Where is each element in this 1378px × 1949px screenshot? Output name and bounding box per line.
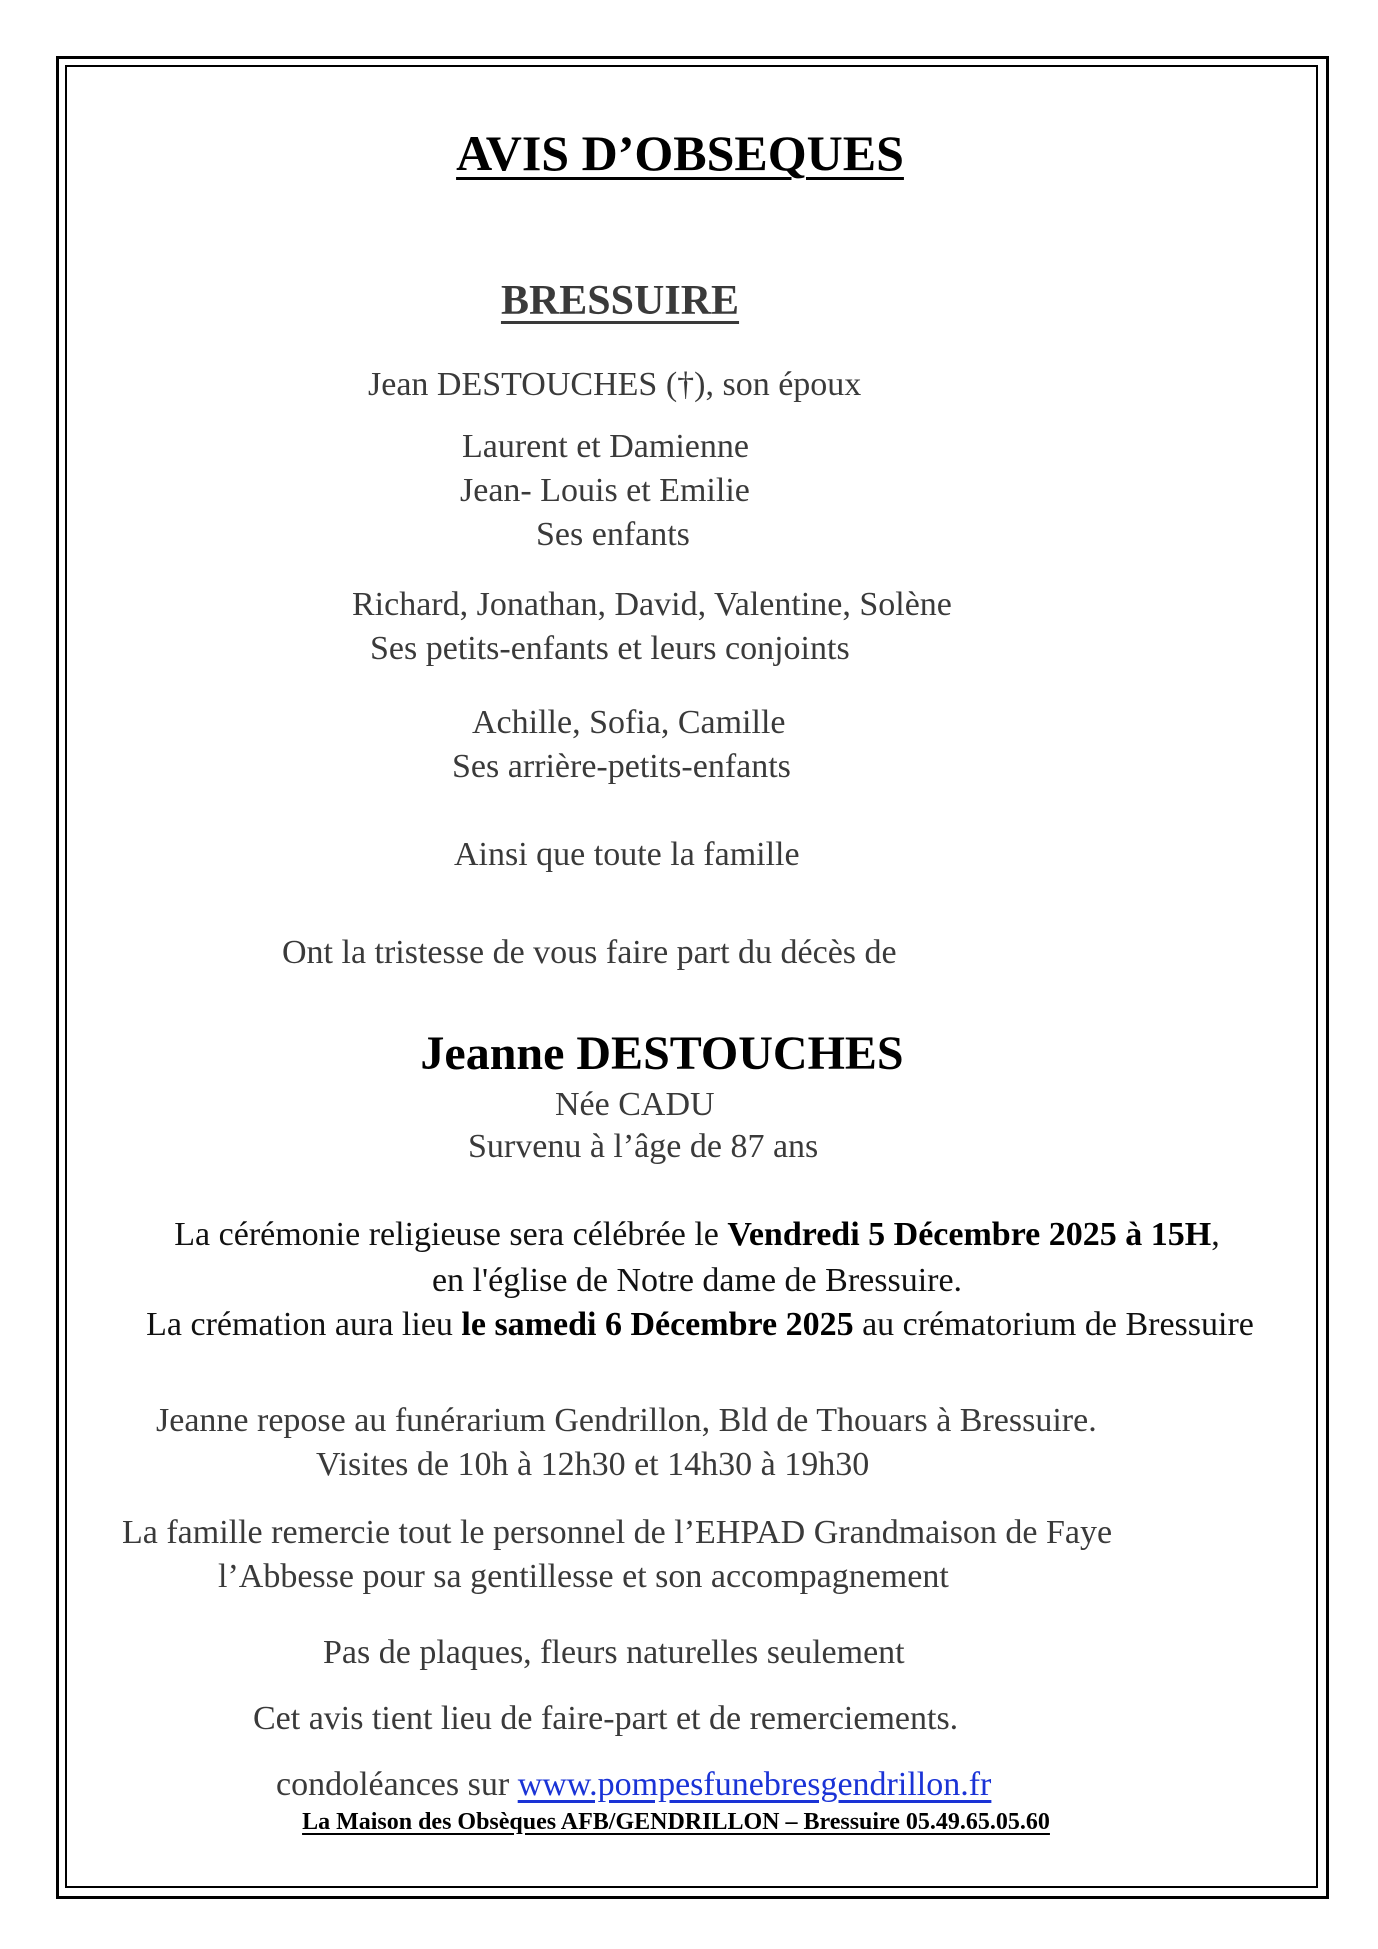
cremation-date: le samedi 6 Décembre 2025 (461, 1306, 854, 1343)
whole-family-line: Ainsi que toute la famille (454, 836, 800, 873)
condolences-website-link[interactable]: www.pompesfunebresgendrillon.fr (517, 1766, 992, 1803)
thanks-line-1: La famille remercie tout le personnel de l’EHPAD Grandmaison de Faye (122, 1514, 1113, 1551)
condolences-line (276, 1768, 991, 1802)
maiden-name: Née CADU (555, 1086, 715, 1123)
cremation-intro: La crémation aura lieu (146, 1306, 462, 1343)
deceased-name: Jeanne DESTOUCHES (420, 1027, 904, 1080)
cremation-place: au crématorium de Bressuire (853, 1306, 1254, 1343)
inner-border (65, 65, 1318, 1888)
children-names-2: Jean- Louis et Emilie (460, 472, 750, 509)
flowers-line: Pas de plaques, fleurs naturelles seulement (323, 1634, 905, 1671)
age-line: Survenu à l’âge de 87 ans (468, 1128, 819, 1165)
children-names-1: Laurent et Damienne (462, 428, 749, 465)
grandchildren-label: Ses petits-enfants et leurs conjoints (370, 630, 850, 667)
spouse-line: Jean DESTOUCHES (†), son époux (368, 366, 862, 403)
repose-line: Jeanne repose au funérarium Gendrillon, Bld de Thouars à Bressuire. (156, 1402, 1097, 1439)
announcement-line: Ont la tristesse de vous faire part du décès de (282, 934, 897, 971)
grandchildren-names: Richard, Jonathan, David, Valentine, Solène (352, 586, 952, 623)
thanks-line-2: l’Abbesse pour sa gentillesse et son accompagnement (218, 1558, 949, 1595)
cremation-line (146, 1308, 1254, 1342)
ceremony-line-1 (174, 1218, 1219, 1252)
funeral-home-footer: La Maison des Obsèques AFB/GENDRILLON – Bressuire 05.49.65.05.60 (302, 1809, 1050, 1835)
ceremony-intro: La cérémonie religieuse sera célébrée le (174, 1216, 728, 1253)
condolences-label: condoléances sur (276, 1766, 518, 1803)
ceremony-date: Vendredi 5 Décembre 2025 à 15H (727, 1216, 1212, 1253)
ceremony-line-2: en l'église de Notre dame de Bressuire. (431, 1262, 963, 1299)
children-label: Ses enfants (536, 516, 690, 553)
visits-hours: Visites de 10h à 12h30 et 14h30 à 19h30 (316, 1446, 870, 1483)
ceremony-comma: , (1211, 1216, 1220, 1253)
great-grandchildren-label: Ses arrière-petits-enfants (452, 748, 791, 785)
great-grandchildren-names: Achille, Sofia, Camille (472, 704, 786, 741)
notice-title: AVIS D’OBSEQUES (456, 125, 904, 181)
notice-line: Cet avis tient lieu de faire-part et de remerciements. (253, 1700, 959, 1737)
town-heading: BRESSUIRE (500, 278, 740, 324)
